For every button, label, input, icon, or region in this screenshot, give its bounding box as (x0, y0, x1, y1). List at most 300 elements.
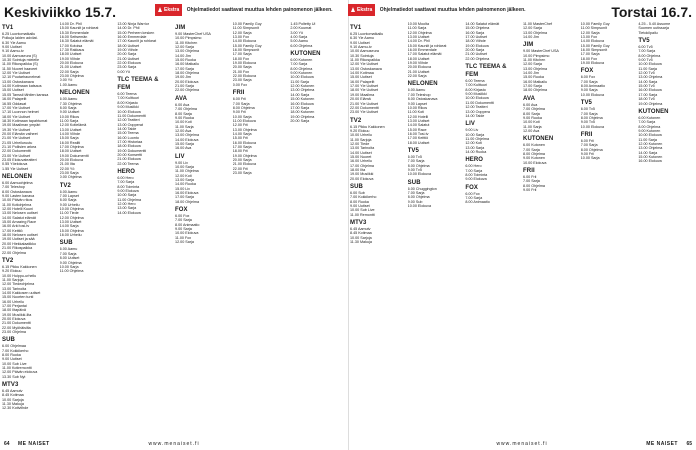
program-listing: 12.00 Frii (232, 123, 249, 128)
program-listing: 17.00 Ohjelma (59, 144, 84, 149)
program-listing: 20.00 Sarja (232, 65, 252, 70)
program-listing: 20.00 Elämän vaiheet (2, 131, 38, 136)
program-listing: 17.00 Kauniit ja rohkeat (117, 39, 157, 44)
program-listing: 7.00 Sarja (638, 49, 656, 54)
program-listing: 14.00 Jim (523, 71, 540, 76)
program-listing: 18.00 Uutiset (407, 140, 430, 145)
program-listing: 9.00 Elokuva (465, 177, 487, 182)
program-listing: 22.00 Frii (232, 166, 249, 171)
program-listing: 15.00 Kutonen (290, 97, 315, 102)
program-listing: 20.00 Hiekkalaatikko (2, 241, 37, 246)
channel-heading: TV5 (580, 100, 592, 107)
program-listing: 15.00 Family Guy (580, 43, 610, 48)
program-listing: 7.00 Sarja (117, 180, 135, 185)
program-listing: 18.00 Nelosen uutiset (2, 233, 38, 238)
program-listing: 8.00 Uutiset (59, 256, 80, 261)
program-listing: 19.00 Viihde (59, 56, 81, 61)
channel-heading: FOX (175, 207, 188, 214)
program-listing: 23.05 Elokuvateatteri (2, 157, 37, 162)
program-listing: 10.00 Urheilu (350, 133, 372, 138)
program-listing: 21.00 Uutiset (465, 52, 488, 57)
program-listing: 21.00 Yle Uutiset (350, 101, 379, 106)
program-listing: 10.00 Sarjoja (2, 397, 24, 402)
program-listing: 1.45 Poltetty Ui (290, 22, 316, 26)
program-listing: 10.00 Ohjelma (59, 207, 84, 212)
program-listing: 15.00 Kauniit ja rohkeat (59, 26, 99, 31)
program-listing: 13.00 Ohjelma (175, 133, 199, 138)
program-listing: 19.00 Maailma (350, 92, 375, 97)
program-listing: 19.00 Dokumentti (59, 153, 89, 158)
left-day-title: Keskiviikko 15.7. (4, 4, 117, 20)
program-listing: 6.00 Fox (175, 214, 190, 219)
program-listing: 12.00 Päivän elokuva (2, 370, 38, 375)
program-listing: 7.00 Kulttuuri (465, 83, 488, 88)
left-website: www.menaiset.fi (148, 441, 200, 447)
program-listing: 11.00 Dokumentti (117, 113, 146, 118)
program-listing: 12.00 Sarja (175, 240, 194, 245)
left-schedule-columns (2, 22, 346, 436)
program-listing: 9.00 Liv (175, 160, 188, 165)
program-listing: 15.00 Liv (175, 186, 190, 191)
program-listing: 7.00 Kulttuuri (117, 96, 140, 101)
program-listing: 6.00 Tv5 (580, 107, 595, 112)
program-listing: 13.00 Ninja Warrior (117, 22, 149, 26)
program-listing: 20.00 Elokuva (59, 157, 84, 162)
program-listing: 11.00 Kitchen (175, 40, 198, 45)
program-listing: 16.00 Elokuva (638, 88, 662, 93)
program-listing: 8.00 Ohjelma (580, 115, 603, 120)
program-listing: 7.00 Sarja (580, 79, 598, 84)
channel-heading: FOX (580, 68, 594, 75)
program-listing: 18.00 Ilta (350, 167, 366, 172)
program-listing: 11.00 Elokuva (232, 118, 256, 123)
program-listing: 17.00 Perjantai (2, 303, 27, 308)
program-listing: 8.00 Ohjelma (407, 163, 430, 168)
program-listing: 12.00 Kotielämä (59, 123, 87, 128)
program-listing: 13.00 Sarja (117, 206, 137, 211)
program-listing: 17.00 Sarja (232, 52, 252, 57)
program-listing: 10.00 Elokuva (407, 204, 432, 209)
program-listing: 11.00 Ohjelma (175, 169, 199, 174)
program-listing: 20.00 Elokuva (350, 176, 374, 181)
program-listing: 9.00 Frii (523, 187, 537, 192)
program-listing: 12.30 Kotiviihde (2, 406, 29, 411)
program-listing: 20.00 Konsertti (117, 152, 143, 157)
program-listing: 6.00 Aamu (59, 189, 78, 194)
program-listing: 18.00 Ohjelma (175, 71, 199, 76)
program-listing: 14.00 Salatut elämät (2, 215, 36, 220)
program-listing: 17.10 Luonnon helmet (2, 110, 39, 115)
channel-heading: FOX (465, 184, 478, 191)
program-listing: 13.00 Tarinoita (350, 146, 375, 151)
program-listing: 18.00 Elokuva (117, 144, 141, 149)
program-listing: 7.00 Sarja (407, 159, 425, 164)
program-listing: 12.00 Ohjelma (59, 215, 84, 220)
program-listing: 13.00 Uutiset (407, 35, 430, 40)
program-listing: 5.00 Aamu (290, 39, 308, 44)
program-listing: 13.00 Uutiset (59, 127, 82, 132)
program-listing: 16.00 Matkailu (523, 79, 547, 84)
program-listing: 8.00 Sarja (59, 198, 77, 203)
left-hotbar (155, 4, 348, 16)
program-listing: 7.00 Sarja (523, 179, 540, 184)
schedule-column (408, 22, 464, 436)
program-listing: 10.00 Koti (175, 120, 192, 125)
program-listing: 9.20 Elokuu (350, 128, 370, 133)
program-listing: 9.00 Ruoka (175, 115, 194, 120)
program-listing: 21.00 Rikospaikka (2, 246, 33, 251)
program-listing: 10.00 Pimpsimo (523, 53, 550, 58)
program-listing: 0.00 Yö (59, 78, 73, 83)
channel-heading: JIM (175, 25, 186, 31)
program-listing: 13.00 Fox (580, 35, 598, 40)
program-listing: 16.00 Realiti (59, 140, 81, 145)
program-listing: 15.00 Sarja (175, 141, 194, 146)
program-listing: 16.00 Palapelit (2, 97, 27, 102)
program-listing: 18.00 Kutonen (290, 110, 315, 115)
program-listing: 16.00 Urheilu (59, 233, 82, 238)
program-listing: 14.00 Salatut elämät (465, 22, 500, 26)
program-listing: 7.00 Sarja (523, 147, 540, 152)
program-listing: 19.30 Yle Uutiset (2, 127, 31, 132)
program-listing: 22.00 Sarja (407, 74, 427, 79)
program-listing: 22.00 Ohjelma (175, 88, 199, 93)
program-listing: 9.00 Uutiset (350, 40, 370, 45)
channel-heading: TLC TEEMA & FEM (117, 77, 159, 92)
program-listing: 10.00 Rikos (407, 105, 428, 110)
program-listing: 9.00 Liv (465, 128, 479, 133)
program-listing: 13.00 Nelosen uutiset (2, 211, 38, 216)
program-listing: 15.00 Race (407, 127, 427, 132)
hotbar-text: Ohjelmatiedot saattavat muuttua lehden painomenon jälkeen. (379, 7, 526, 13)
program-listing: 8.00 Ohjelma (523, 151, 545, 156)
program-listing: 16.00 Elokuva (232, 140, 257, 145)
program-listing: 16.00 Palapelit (350, 79, 375, 84)
program-listing: 18.00 Uutiset (59, 149, 82, 154)
program-listing: 12.00 Yle Uutiset (2, 71, 31, 76)
program-listing: 14.00 Sarja (232, 131, 252, 136)
ekstra-badge: Ekstra (348, 4, 375, 16)
program-listing: 6.00 Fox (465, 191, 480, 196)
program-listing: 23.00 Yle Uutiset (350, 110, 379, 115)
program-listing: 11.00 Remontti (350, 212, 375, 217)
program-listing: 10.00 Sarja (465, 132, 485, 137)
hotbar-text: Ohjelmatiedot saattavat muuttua lehden painomenon jälkeen. (186, 7, 333, 13)
program-listing: 17.00 Ohjelma (350, 163, 374, 168)
program-listing: 15.00 Kutonen (638, 154, 663, 159)
channel-heading: TV5 (638, 38, 650, 45)
program-listing: 19.00 Uutiset ja sää (2, 237, 35, 242)
program-listing: 14.00 Taide (465, 113, 485, 118)
program-listing: 8.00 Ostoskanava (407, 97, 438, 102)
schedule-column (638, 22, 694, 436)
program-listing: 7.00 Kokkikerho (350, 195, 377, 200)
program-listing: 15.00 Ruoka (175, 58, 196, 63)
channel-heading: LIV (175, 153, 185, 160)
channel-heading: SUB (59, 240, 73, 247)
program-listing: 11.00 Tiede (59, 211, 79, 216)
program-listing: 12.00 Ava (175, 128, 192, 133)
channel-heading: HERO (117, 168, 136, 175)
program-listing: 9.00 Kutonen (638, 128, 661, 133)
program-listing: 8.00 Ohjelma (580, 147, 603, 152)
flame-icon (351, 7, 355, 12)
program-listing: 14.00 Viihde (59, 131, 81, 136)
program-listing: 0.00 Ohjelma (59, 175, 82, 180)
schedule-column (581, 22, 637, 436)
program-listing: 16.00 Simpsonit (232, 48, 260, 53)
program-listing: 11.00 Rikospaikka (350, 58, 380, 63)
program-listing: 7.00 Sarja (59, 251, 77, 256)
program-listing: 8.00 Toiminta (465, 172, 488, 177)
program-listing: 6.00 Kutonen (523, 143, 545, 148)
program-listing: 7.00 Sarja (638, 120, 656, 125)
program-listing: 14.00 Uutiset (350, 150, 372, 155)
program-listing: 22.00 Elokuva (117, 61, 141, 66)
program-listing: 22.00 Teema (117, 161, 139, 166)
program-listing: 20.00 Sarja (465, 48, 485, 53)
channel-heading: HERO (465, 157, 484, 164)
program-listing: 7.00 Sarja (407, 191, 425, 195)
left-page-header (0, 0, 348, 24)
program-listing: 10.00 Sub Live (350, 208, 375, 213)
channel-heading: MTV3 (350, 220, 367, 227)
program-listing: 7.00 Sarja (465, 168, 483, 173)
program-listing: 10.00 Moolta (407, 22, 429, 26)
program-listing: 14.00 Ruoka (175, 182, 196, 187)
program-listing: 13.00 Ostoskanava (350, 66, 382, 71)
program-listing: 15.00 Ohjelma (59, 228, 84, 233)
schedule-column (523, 22, 579, 436)
program-listing: 10.00 Huippu-urheilu (2, 273, 37, 278)
program-listing: 10.00 Sarja (175, 164, 194, 169)
program-listing: 7.00 Sarja (465, 195, 483, 200)
program-listing: 7.00 Ohjelma (523, 107, 545, 112)
channel-heading: SUB (350, 184, 363, 190)
program-listing: 11.00 Sarjoja (2, 277, 24, 282)
program-listing: 7.00 Teleshop (2, 185, 25, 190)
program-listing: 15.30 Emmerdale (59, 30, 89, 35)
program-listing: 7.00 Teleshop (407, 92, 431, 97)
program-listing: 6.00 Kutonen (638, 115, 661, 120)
program-listing: 10.00 Sarja (59, 264, 79, 269)
program-listing: 19.00 Ohjelma (232, 153, 257, 158)
program-listing: Suomen uutissarja (638, 26, 669, 31)
program-listing: 20.00 Elokuva (59, 61, 84, 66)
program-listing: 8.00 Ohjelma (638, 53, 661, 58)
program-listing: 16.00 Urheilu (350, 159, 372, 164)
program-listing: 10.00 Elokuva (523, 160, 547, 165)
program-listing: 10.00 Sarja (580, 156, 600, 161)
program-listing: 11.00 Sarja (59, 118, 79, 123)
program-listing: 16.00 Tosi-tv (407, 131, 429, 136)
program-listing: 13.00 Uutiset (407, 118, 430, 123)
program-listing: 9.00 MasterChef USA (175, 32, 211, 36)
program-listing: 9.00 Ohjelma (59, 260, 82, 265)
program-listing: 21.00 Uutiset (407, 69, 430, 74)
program-listing: 13.00 Ooppera (465, 109, 490, 114)
program-listing: 15.00 Nuorten tunti (2, 295, 34, 300)
program-listing: 18.00 Tv5 (638, 97, 655, 102)
program-listing: 11.00 Ohjelma (117, 197, 142, 202)
program-listing: 9.00 Sarja (580, 88, 598, 93)
program-listing: 21.00 Uutiset (117, 56, 140, 61)
program-listing: 7.00 Ohjelma (175, 107, 197, 112)
program-listing: 21.00 Fox (232, 69, 250, 74)
program-listing: 11.30 Makuja (2, 402, 24, 407)
right-day-title: Torstai 16.7. (611, 4, 692, 20)
right-page-header (348, 0, 696, 24)
program-listing: 23.00 Sarja (117, 65, 137, 70)
channel-heading: FRII (523, 167, 535, 174)
program-listing: 14.00 Sarja (638, 79, 658, 84)
program-listing: 17.00 Salatut elämät (407, 52, 442, 57)
program-listing: 6.00 Chuggington (407, 186, 437, 191)
program-listing: 8.00 Ohjelma (407, 195, 430, 200)
program-listing: 9.00 Frii (232, 110, 247, 115)
program-listing: 15.00 Perheen kesken (117, 30, 155, 35)
program-listing: 18.00 Frii (232, 149, 249, 154)
program-listing: 6.00 Frii (232, 97, 247, 102)
program-listing: 22.00 Ohjelma (465, 56, 490, 61)
program-listing: 13.00 Sarja (175, 177, 194, 182)
channel-heading: NELONEN (2, 174, 33, 180)
program-listing: 7.00 Lapset (59, 194, 79, 199)
program-listing: 12.00 Koti (175, 173, 192, 178)
program-listing: 19.00 Elokuva (465, 43, 489, 48)
program-listing: 14.00 Taide (117, 126, 137, 131)
program-listing: 8.45 Kotimaa (2, 393, 24, 398)
program-listing: 9.00 Ruoka (523, 115, 542, 120)
program-listing: 9.00 Tv5 (638, 58, 653, 63)
right-page-number: 65 (686, 441, 692, 447)
program-listing: 23.00 Ohjelma (2, 330, 26, 334)
program-listing: 8.00 Animaatio (465, 200, 490, 205)
program-listing: 12.00 Ava (523, 128, 540, 133)
program-listing: 23.00 Ohjelma (59, 74, 84, 79)
program-listing: 14.00 Salatut (407, 123, 430, 128)
program-listing: 17.00 Sarja (232, 144, 252, 149)
program-listing: 20.00 Elokuva (175, 79, 199, 84)
program-listing: 6.00 Ava (523, 102, 538, 107)
program-listing: 10.00 Sarja (117, 193, 137, 198)
channel-heading: AVA (523, 95, 536, 102)
program-listing: 17.00 Kotoisa (59, 43, 83, 48)
program-listing: 12.00 Sarja (523, 62, 542, 67)
channel-heading: FRII (232, 90, 245, 97)
channel-heading: AVA (175, 95, 188, 102)
program-listing: 7.30 Ohjelma (59, 101, 82, 106)
program-listing: 15.00 Ruoka (523, 75, 544, 80)
schedule-column (175, 22, 231, 436)
program-listing: Polkuja laiden adviiat. (2, 36, 38, 41)
program-listing: 6.00 Teema (465, 79, 485, 84)
program-listing: 8.00 Ruoka (350, 199, 369, 204)
program-listing: 18.00 Fox (232, 56, 250, 61)
program-listing: 11.00 Kitchen (523, 58, 546, 63)
program-listing: 13.00 Ohjelma (523, 30, 547, 35)
program-listing: 6.00 Fox (580, 75, 596, 80)
program-listing: 9.00 Musiikki (465, 92, 487, 97)
schedule-column (2, 22, 58, 436)
channel-heading: KUTONEN (290, 51, 321, 58)
program-listing: 16.00 Urheilu (2, 299, 24, 304)
program-listing: 18.00 Viihde (465, 39, 486, 44)
program-listing: 6.25 Luontomatkailu (2, 32, 36, 36)
program-listing: 10.00 Elokuva (638, 62, 662, 67)
right-hotbar (348, 4, 584, 16)
program-listing: 15.00 Tv5 (638, 84, 655, 89)
schedule-column (60, 22, 116, 436)
program-listing: 11.00 Sarja (523, 124, 542, 129)
program-listing: 19.00 Maailman ympäri (2, 123, 41, 128)
program-listing: 15.00 Nuoret (350, 154, 372, 159)
program-listing: 17.00 Yle Uutiset (350, 84, 379, 89)
program-listing: 17.00 Sarja (175, 195, 194, 200)
program-listing: 8.00 Kirjasto (465, 87, 486, 92)
program-listing: 8.00 Ohjelma (290, 66, 313, 71)
program-listing: 11.00 MasterChef (523, 22, 553, 26)
program-listing: 17.00 Yle Uutiset (2, 105, 31, 110)
channel-heading: SUB (2, 337, 15, 344)
program-listing: 22.00 Myöhäisilta (2, 325, 31, 330)
channel-heading: FRII (580, 131, 593, 138)
program-listing: 13.00 Tarinoita (2, 286, 27, 291)
program-listing: 21.00 Elokuva (232, 162, 257, 167)
program-listing: 9.00 Uutiset (350, 204, 370, 209)
program-listing: 10.00 Päivän rikos (2, 198, 33, 203)
program-listing: 12.00 Tiedeohjelma (2, 282, 35, 287)
program-listing: 13.00 Ohjelma (290, 88, 315, 93)
program-listing: 20.00 Elämä (350, 97, 371, 102)
program-listing: 8.00 Ohjelma (638, 124, 661, 129)
program-listing: 6.45 Aamutv (2, 389, 23, 394)
program-listing: 11.00 Simpsonit (232, 26, 259, 31)
program-listing: 9.00 Urheilu (59, 202, 80, 207)
program-listing: 9.00 Sarja (175, 227, 192, 232)
program-listing: 6.00 Aamu (59, 97, 78, 102)
program-listing: 9.00 Elokuva (117, 189, 139, 193)
program-listing: 9.10 Aamu-tv (350, 45, 372, 50)
program-listing: 6.00 Sub (350, 191, 365, 195)
program-listing: 10.00 Rikos (59, 114, 80, 119)
program-listing: 13.00 Ohjelma (638, 146, 663, 151)
program-listing: 6.00 Tv5 (638, 45, 653, 50)
program-listing: 7.00 Sarja (175, 218, 192, 223)
program-listing: 10.00 Aamuseura (S) (2, 53, 37, 58)
program-listing: 11.00 Kotiohjelma (2, 202, 32, 207)
program-listing: 17.00 Historiaa (117, 139, 143, 144)
program-listing: 15.00 Frii (232, 136, 249, 141)
program-listing: 6.00 Ava (175, 102, 190, 107)
channel-heading: LIV (465, 121, 475, 128)
program-listing: 13.00 Sarja (465, 145, 485, 150)
program-listing: 11.50 Nuoret haaveet (2, 66, 38, 71)
program-listing: 10.00 Family Guy (580, 22, 610, 26)
left-page-number: 64 (4, 441, 10, 447)
program-listing: 11.00 Sarjoja (350, 137, 372, 142)
program-listing: 16.00 Arki tosi-tv (2, 224, 30, 229)
program-listing: 18.30 Kotimaan tapahtumat (2, 118, 48, 123)
channel-heading: TV1 (350, 25, 362, 31)
program-listing: 6.00 Frii (580, 138, 595, 143)
right-website: www.menaiset.fi (496, 441, 548, 447)
channel-heading: JIM (523, 42, 534, 49)
program-listing: 11.00 Ohjelma (59, 269, 84, 274)
program-listing: 14.00 Sarja (59, 224, 79, 229)
program-listing: 18.00 Ohjelma (175, 199, 199, 204)
program-listing: 18.00 Uutiset (59, 52, 82, 57)
